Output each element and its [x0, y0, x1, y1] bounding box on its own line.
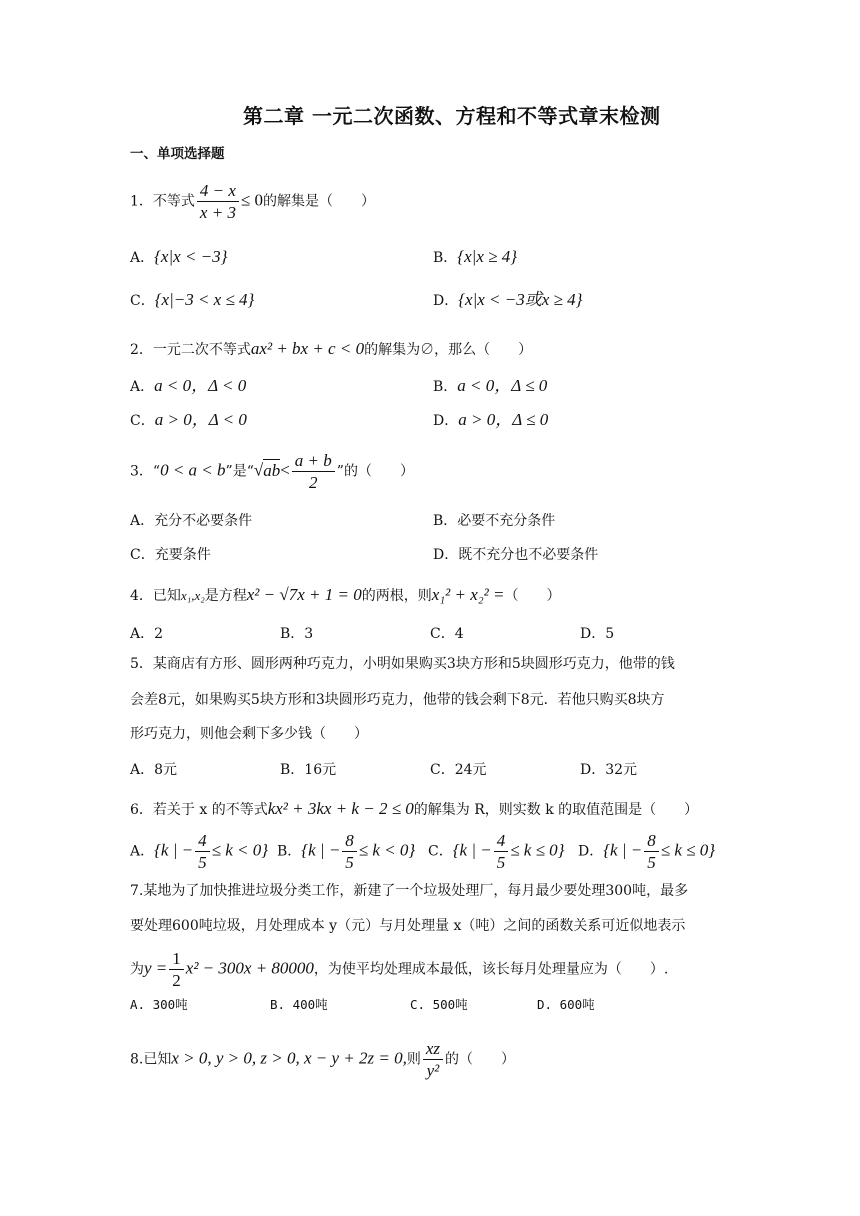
- question-7-line-3: 为y = $\frac{1}{2}$ x² − 300x + 80000，为使平均处理成本最低，该长每月处理量应为（ ）.: [130, 949, 669, 990]
- q1-option-c[interactable]: C．{x|−3 < x ≤ 4}: [130, 290, 255, 309]
- q4-option-c[interactable]: C．4: [430, 626, 464, 642]
- question-7-line-2: 要处理600吨垃圾，月处理成本 y（元）与月处理量 x（吨）之间的函数关系可近似地表示: [130, 918, 686, 934]
- question-8: 8.已知x > 0, y > 0, z > 0, x − y + 2z = 0,则 $\frac{xz}{\text{y²}}$ 的（ ）: [130, 1039, 516, 1080]
- q3-option-a[interactable]: A．充分不必要条件: [130, 513, 253, 529]
- question-5-line-1: 5．某商店有方形、圆形两种巧克力，小明如果购买3块方形和5块圆形巧克力，他带的钱: [130, 656, 675, 672]
- q2-option-b[interactable]: B．a < 0，Δ ≤ 0: [433, 376, 548, 395]
- fraction: $\frac{4 - x}{x + 3}$: [197, 182, 239, 221]
- q7-option-d[interactable]: D. 600吨: [537, 997, 595, 1012]
- q6-option-a[interactable]: A．{k | − $\frac{4}{5}$ ≤ k < 0}: [130, 831, 269, 872]
- question-4: 4．已知x₁,x₂是方程x² − √7x + 1 = 0的两根，则x₁² + x₂² =（ ）: [130, 585, 561, 604]
- q6-option-d[interactable]: D．{k | − $\frac{8}{5}$ ≤ k ≤ 0}: [578, 831, 715, 872]
- q5-option-c[interactable]: C．24元: [430, 762, 487, 778]
- q1-option-a[interactable]: A．{x|x < −3}: [130, 247, 228, 266]
- question-5-line-3: 形巧克力，则他会剩下多少钱（ ）: [130, 726, 368, 742]
- q3-option-c[interactable]: C．充要条件: [130, 547, 211, 563]
- question-5-line-2: 会差8元，如果购买5块方形和3块圆形巧克力，他带的钱会剩下8元．若他只购买8块方: [130, 692, 665, 708]
- q2-option-a[interactable]: A．a < 0，Δ < 0: [130, 376, 247, 395]
- q1-option-b[interactable]: B．{x|x ≥ 4}: [433, 247, 517, 266]
- q5-option-a[interactable]: A．8元: [130, 762, 178, 778]
- question-3: 3．“0 < a < b”是“√ab< $\frac{a + b}{2}$ ”的（ ）: [130, 451, 414, 492]
- q4-option-d[interactable]: D．5: [580, 626, 615, 642]
- q7-option-a[interactable]: A. 300吨: [130, 997, 188, 1012]
- question-7-line-1: 7.某地为了加快推进垃圾分类工作，新建了一个垃圾处理厂，每月最少要处理300吨，最多: [130, 883, 689, 899]
- q3-option-d[interactable]: D．既不充分也不必要条件: [433, 547, 599, 563]
- question-2: 2．一元二次不等式ax² + bx + c < 0的解集为∅，那么（ ）: [130, 339, 533, 358]
- q1-option-d[interactable]: D．{x|x < −3或x ≥ 4}: [433, 290, 583, 309]
- page-title: 第二章 一元二次函数、方程和不等式章末检测: [243, 104, 661, 128]
- question-1: 1．不等式 $\frac{4 - x}{x + 3}$ ≤ 0的解集是（ ）: [130, 181, 376, 222]
- q7-option-c[interactable]: C. 500吨: [410, 997, 468, 1012]
- q3-option-b[interactable]: B．必要不充分条件: [433, 513, 556, 529]
- q7-option-b[interactable]: B. 400吨: [270, 997, 328, 1012]
- q4-option-b[interactable]: B．3: [280, 626, 314, 642]
- q2-option-d[interactable]: D．a > 0，Δ ≤ 0: [433, 410, 549, 429]
- question-6: 6．若关于 x 的不等式kx² + 3kx + k − 2 ≤ 0的解集为 R，则实数 k 的取值范围是（ ）: [130, 799, 699, 818]
- q6-option-b[interactable]: B．{k | − $\frac{8}{5}$ ≤ k < 0}: [277, 831, 416, 872]
- q4-option-a[interactable]: A．2: [130, 626, 164, 642]
- q5-option-d[interactable]: D．32元: [580, 762, 638, 778]
- q5-option-b[interactable]: B．16元: [280, 762, 337, 778]
- section-heading: 一、单项选择题: [130, 146, 225, 162]
- q2-option-c[interactable]: C．a > 0，Δ < 0: [130, 410, 247, 429]
- q6-option-c[interactable]: C．{k | − $\frac{4}{5}$ ≤ k ≤ 0}: [428, 831, 565, 872]
